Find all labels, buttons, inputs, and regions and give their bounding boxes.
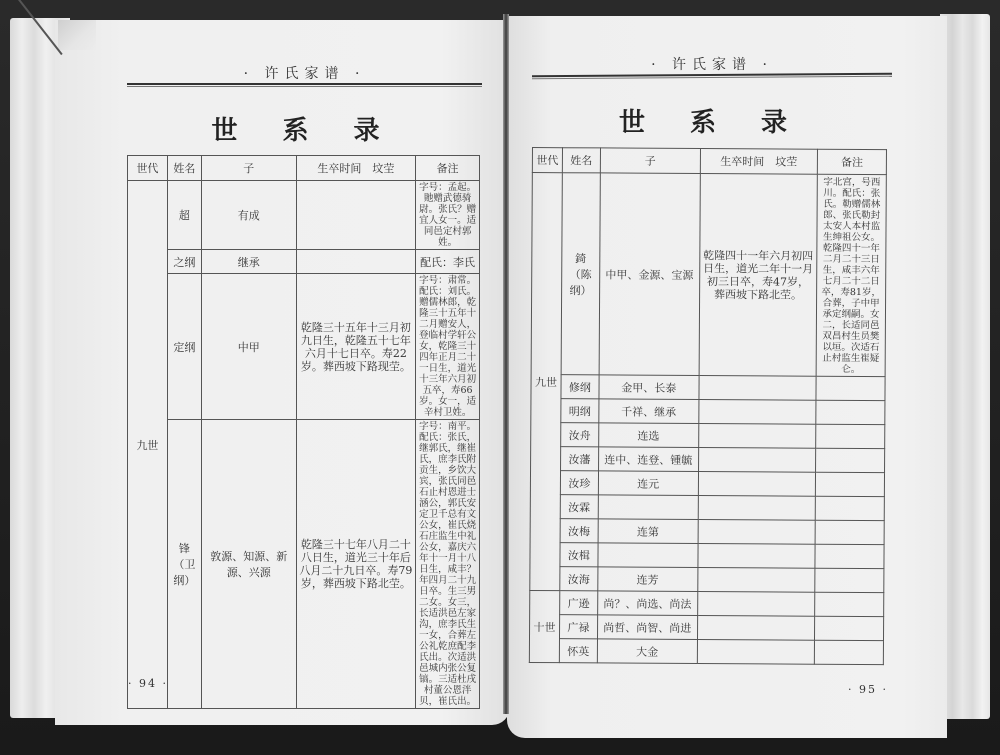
note-cell (816, 376, 885, 400)
table-row (530, 494, 884, 520)
col-header-generation: 世代 (128, 156, 168, 181)
col-header-name: 姓名 (562, 148, 600, 173)
life-cell (698, 544, 816, 569)
table-row (128, 250, 480, 274)
col-header-notes: 备注 (416, 156, 480, 181)
name-cell: 汝藩 (560, 447, 598, 471)
col-header-notes: 备注 (817, 149, 886, 174)
table-header-row (128, 156, 480, 181)
table-row (530, 518, 884, 544)
note-cell (816, 472, 885, 496)
name-cell: 汝梅 (560, 519, 598, 543)
name-cell: 汝楫 (560, 543, 598, 567)
name-cell: 广禄 (559, 615, 597, 639)
sons-cell: 尚？、尚选、尚法 (598, 591, 698, 616)
name-cell: 明纲 (561, 399, 599, 423)
sons-cell: 金甲、长泰 (599, 375, 699, 400)
table-row (128, 181, 480, 250)
sons-cell: 有成 (201, 181, 296, 250)
sons-cell: 大金 (597, 639, 697, 664)
table-row (530, 542, 884, 568)
sons-cell: 连中、连登、锺毓 (598, 447, 698, 472)
note-cell: 字号：肃常。配氏：刘氏。赠儒林郎，乾隆三十五年十二月赠安人，登临村学轩公女，乾隆三十四年正月二十一日生，道光十三年六月初五卒，寿66岁。女一，适辛村卫姓。 (416, 274, 480, 420)
name-cell (561, 173, 600, 375)
note-cell: 配氏：李氏 (416, 250, 480, 274)
page-number-left: · 94 · (128, 677, 168, 690)
note-cell: 字北宫，号西川。配氏：张氏。勒赠儒林郎、张氏勒封太安人本村监生绅祖公女。乾隆四十一年二月二十三日生，咸丰六年七月二十二日卒，寿81岁，合葬，子中甲承定纲嗣。女二，长适同邑双昌村生员樊以垣。次适石止村监生崔疑仑。 (816, 174, 886, 376)
lineage-table-left (127, 155, 480, 709)
section-title-right: 世 系 录 (618, 108, 806, 138)
table-row (531, 374, 885, 400)
life-cell (697, 640, 815, 665)
col-header-sons: 子 (600, 148, 700, 174)
name-cell: 修纲 (561, 375, 599, 399)
running-header-left: · 许氏家谱 · (243, 66, 366, 82)
name-cell: 广逊 (560, 591, 598, 615)
section-title-left: 世 系 录 (211, 116, 398, 146)
generation-cell: 九世 (128, 181, 168, 709)
col-header-generation: 世代 (532, 148, 562, 173)
life-cell (698, 520, 816, 545)
name-cell: 汝海 (560, 567, 598, 591)
page-number-right: · 95 · (848, 683, 888, 696)
sons-cell: 尚哲、尚智、尚进 (597, 615, 697, 640)
life-cell (697, 568, 815, 593)
life-cell (698, 496, 816, 521)
note-cell (816, 400, 885, 424)
note-cell (815, 616, 884, 640)
col-header-life-grave: 生卒时间 坟茔 (700, 149, 818, 175)
table-row (128, 420, 480, 709)
table-row (530, 470, 884, 496)
name-cell: 怀英 (559, 639, 597, 663)
table-row (529, 614, 883, 640)
note-cell (815, 592, 884, 616)
sons-cell: 连第 (598, 519, 698, 544)
corner-fold (58, 20, 96, 50)
sons-cell (598, 495, 698, 520)
table-row (531, 173, 886, 377)
generation-cell: 九世 (530, 173, 562, 591)
generation-cell: 十世 (529, 590, 559, 662)
note-cell (815, 496, 884, 520)
life-cell (296, 250, 416, 274)
name-cell: 之纲 (167, 250, 201, 274)
col-header-life-grave: 生卒时间 坟茔 (296, 156, 416, 181)
life-cell (698, 472, 816, 497)
sons-cell: 中甲 (201, 274, 296, 420)
sons-cell: 千祥、继承 (599, 399, 699, 424)
note-cell (815, 568, 884, 592)
running-header-right: · 许氏家谱 · (651, 57, 773, 73)
table-row (530, 590, 884, 616)
life-cell (697, 616, 815, 641)
name-alt: （卫纲） (173, 558, 196, 587)
note-cell (815, 544, 884, 568)
life-cell (698, 424, 816, 449)
life-cell: 乾隆三十七年八月二十八日生，道光三十年后八月二十九日卒。寿79岁，葬西坡下路北茔。 (296, 420, 416, 709)
name-cell: 汝珍 (560, 471, 598, 495)
note-cell (815, 640, 884, 664)
col-header-name: 姓名 (167, 156, 201, 181)
name-cell: 超 (167, 181, 201, 250)
sons-cell: 中甲、金源、宝源 (599, 173, 700, 376)
life-cell (699, 376, 817, 401)
life-cell: 乾隆三十五年十三月初九日生，乾隆五十七年六月十七日卒。寿22岁。葬西坡下路现茔。 (296, 274, 416, 420)
name-cell (167, 420, 201, 709)
note-cell (815, 520, 884, 544)
life-cell (698, 400, 816, 425)
life-cell (296, 181, 416, 250)
note-cell (816, 424, 885, 448)
table-row (530, 566, 884, 592)
sons-cell: 连元 (598, 471, 698, 496)
name-primary: 锋 (178, 542, 190, 555)
life-cell (697, 592, 815, 617)
sons-cell: 连芳 (598, 567, 698, 592)
table-row (529, 638, 883, 664)
sons-cell: 连选 (599, 423, 699, 448)
table-row (531, 446, 885, 472)
table-header-row (532, 148, 886, 175)
life-cell: 乾隆四十一年六月初四日生，道光二年十一月初三日卒，寿47岁，葬西坡下路北茔。 (699, 174, 818, 377)
note-cell (816, 448, 885, 472)
name-cell: 定纲 (167, 274, 201, 420)
name-alt: （陈纲） (569, 267, 592, 297)
col-header-sons: 子 (201, 156, 296, 181)
sons-cell (598, 543, 698, 568)
name-cell: 汝霖 (560, 495, 598, 519)
header-rule-left (127, 83, 482, 87)
sons-cell: 继承 (201, 250, 296, 274)
note-cell: 字号：孟起。貤赠武德骑尉。张氏？赠宜人女一。适同邑定村郭姓。 (416, 181, 480, 250)
lineage-table-right (529, 147, 887, 665)
name-cell: 汝舟 (561, 423, 599, 447)
table-row (531, 398, 885, 424)
note-cell: 字号：南平。配氏：张氏，继郭氏，继崔氏，庶李氏附贡生，乡饮大宾，张氏同邑石止村恩进士涵公，郭氏安定卫千总有文公女，崔氏烧石庄监生中礼公女，嘉庆六年十一月十八日生，咸丰？年四月二十九日卒。生三男二女。女三，长适洪邑左家沟，庶李氏生一女，合葬左公礼乾庶配李氏出。次适洪邑城内张公复镐。三适杜戌村董公恩泮贝，崔氏出。 (416, 420, 480, 709)
table-row (128, 274, 480, 420)
life-cell (698, 448, 816, 473)
name-primary: 錡 (575, 251, 587, 265)
book-gutter (503, 14, 509, 714)
right-page-stack-edge (940, 14, 990, 719)
table-row (531, 422, 885, 448)
sons-cell: 敦源、知源、新源、兴源 (201, 420, 296, 709)
